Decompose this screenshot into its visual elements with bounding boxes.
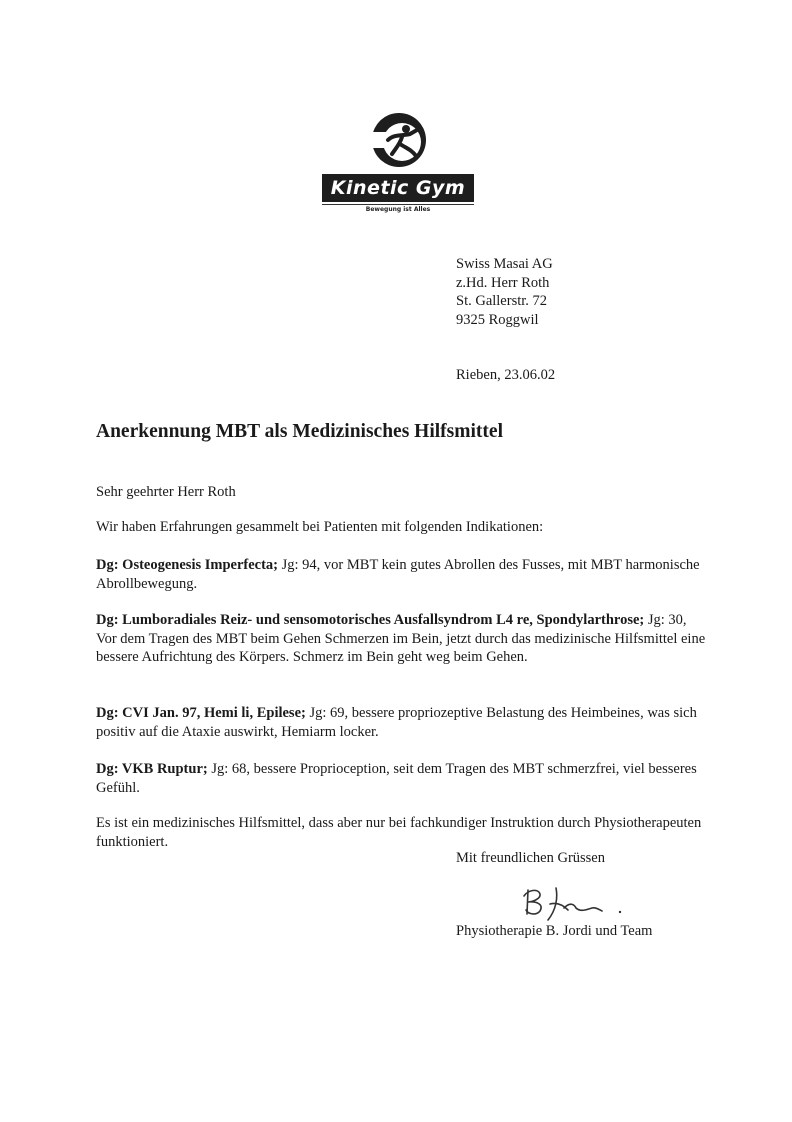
case-text: Jg: 68, bessere Proprioception, seit dem Tragen des MBT schmerzfrei, viel besseres Gefühl. (96, 761, 697, 796)
case-paragraph (96, 611, 706, 667)
intro-paragraph: Wir haben Erfahrungen gesammelt bei Patienten mit folgenden Indikationen: (96, 519, 544, 535)
case-paragraph (96, 760, 706, 797)
logo-wordmark: Kinetic Gym (322, 174, 474, 202)
case-diagnosis: Dg: Osteogenesis Imperfecta; (96, 557, 279, 573)
case-diagnosis: Dg: CVI Jan. 97, Hemi li, Epilese; (96, 705, 306, 721)
case-paragraph (96, 556, 706, 593)
conclusion-paragraph: Es ist ein medizinisches Hilfsmittel, dass aber nur bei fachkundiger Instruktion durch Physiotherapeuten funktioniert. (96, 815, 702, 850)
signatory-name: Physiotherapie B. Jordi und Team (456, 923, 653, 939)
letter-subject: Anerkennung MBT als Medizinisches Hilfsmittel (96, 421, 503, 442)
case-text: Jg: 69, bessere propriozeptive Belastung des Heimbeines, was sich positiv auf die Ataxie auswirkt, Hemiarm locker. (96, 705, 697, 740)
salutation: Sehr geehrter Herr Roth (96, 484, 236, 500)
logo-divider (322, 204, 474, 205)
case-diagnosis: Dg: VKB Ruptur; (96, 761, 208, 777)
case-text: Jg: 94, vor MBT kein gutes Abrollen des Fusses, mit MBT harmonische Abrollbewegung. (96, 557, 700, 592)
case-paragraph (96, 704, 706, 741)
closing-greeting: Mit freundlichen Grüssen (456, 850, 605, 866)
kinetic-gym-logo (322, 110, 474, 215)
address-line: St. Gallerstr. 72 (456, 293, 548, 309)
handwritten-signature (514, 880, 634, 924)
figure-emblem-icon (322, 110, 474, 174)
case-text: Jg: 30, Vor dem Tragen des MBT beim Gehen Schmerzen im Bein, jetzt durch das medizinische Hilfsmittel eine bessere Aufrichtung des Körpers. Schmerz im Bein geht weg beim Gehen. (96, 612, 706, 665)
logo-tagline: Bewegung ist Alles (365, 206, 431, 213)
address-line: 9325 Roggwil (456, 311, 539, 328)
letter-date: Rieben, 23.06.02 (456, 367, 556, 383)
address-line: Swiss Masai AG (456, 256, 553, 272)
address-line: z.Hd. Herr Roth (456, 274, 550, 291)
case-diagnosis: Dg: Lumboradiales Reiz- und sensomotorisches Ausfallsyndrom L4 re, Spondylarthrose; (96, 612, 645, 628)
recipient-address (456, 255, 553, 329)
